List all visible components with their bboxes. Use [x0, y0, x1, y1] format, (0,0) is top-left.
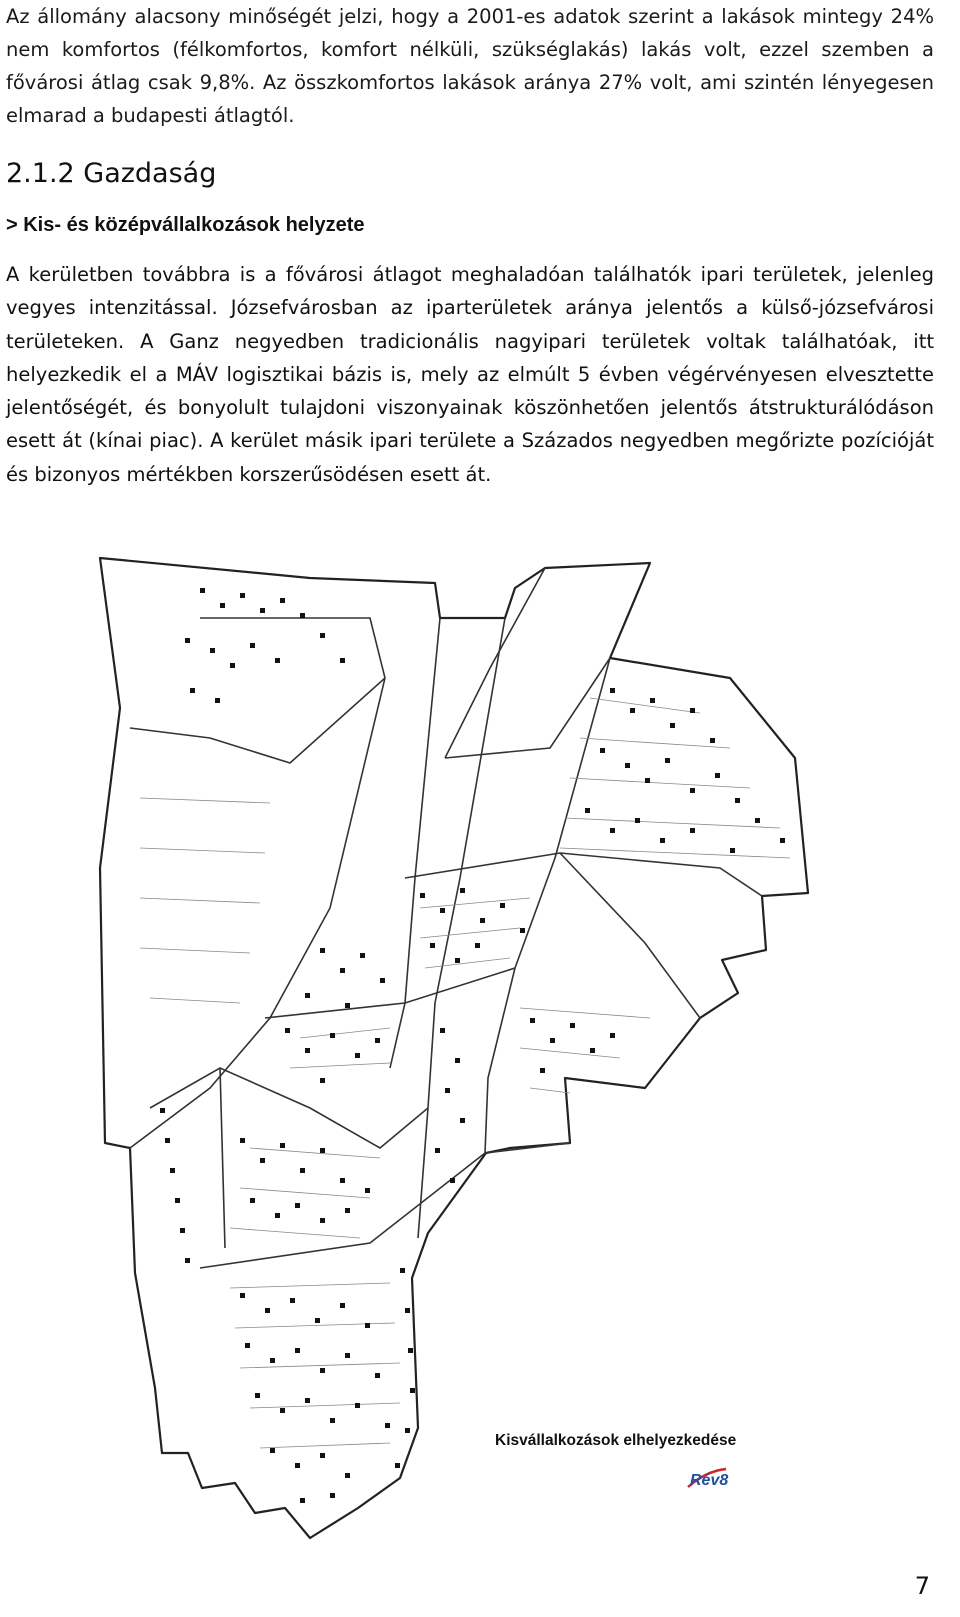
district-map [90, 548, 950, 1548]
road-pocket [445, 568, 545, 758]
body-paragraph: A kerületben továbbra is a fővárosi átlagot meghaladóan találhatók ipari területek, jelenleg vegyes intenzitással. Józsefvárosban az iparterületek aránya jelentős a külső-józsefvárosi területeken. A Ganz negyedben tradicionális nagyipari területek voltak találhatóak, itt helyezkedik el a MÁV logisztikai bázis is, mely az elmúlt 5 évben végérvényesen elvesztette jelentőségét, és bonyolult tulajdoni viszonyainak köszönhetően jelentős átstrukturálódáson esett át (kínai piac). A kerület másik ipari területe a Százados negyedben megőrizte pozícióját és bizonyos mértékben korszerűsödésen esett át. [6, 263, 934, 486]
road-lower [150, 1068, 428, 1148]
road-mid [265, 968, 515, 1018]
road-sw [220, 1068, 225, 1248]
road-upper-block [200, 618, 385, 678]
road-east [515, 658, 610, 968]
road-se [560, 853, 700, 1018]
road-upper-west [130, 678, 385, 763]
road-inner-ring [405, 853, 762, 896]
road-spine [485, 968, 515, 1153]
section-subheading: > Kis- és középvállalkozások helyzete [6, 214, 365, 236]
section-heading: 2.1.2 Gazdaság [6, 158, 217, 189]
intro-paragraph: Az állomány alacsony minőségét jelzi, hogy a 2001-es adatok szerint a lakások mintegy 24% nem komfortos (félkomfortos, komfort nélküli, szükséglakás) lakás volt, ezzel szemben a fővárosi átlag csak 9,8%. Az összkomfortos lakások aránya 27% volt, ami szintén lényegesen elmarad a budapesti átlagtól. [6, 5, 934, 127]
district-outline [100, 558, 808, 1538]
road-south [418, 1003, 435, 1238]
road-west [130, 678, 385, 1148]
road-cross [200, 1143, 570, 1268]
page-number: 7 [914, 1572, 930, 1600]
road-north-east [435, 618, 505, 1003]
map-caption: Kisvállalkozások elhelyezkedése [495, 1432, 737, 1449]
logo-text: Rév8 [690, 1472, 729, 1489]
rev8-logo [686, 1465, 744, 1491]
